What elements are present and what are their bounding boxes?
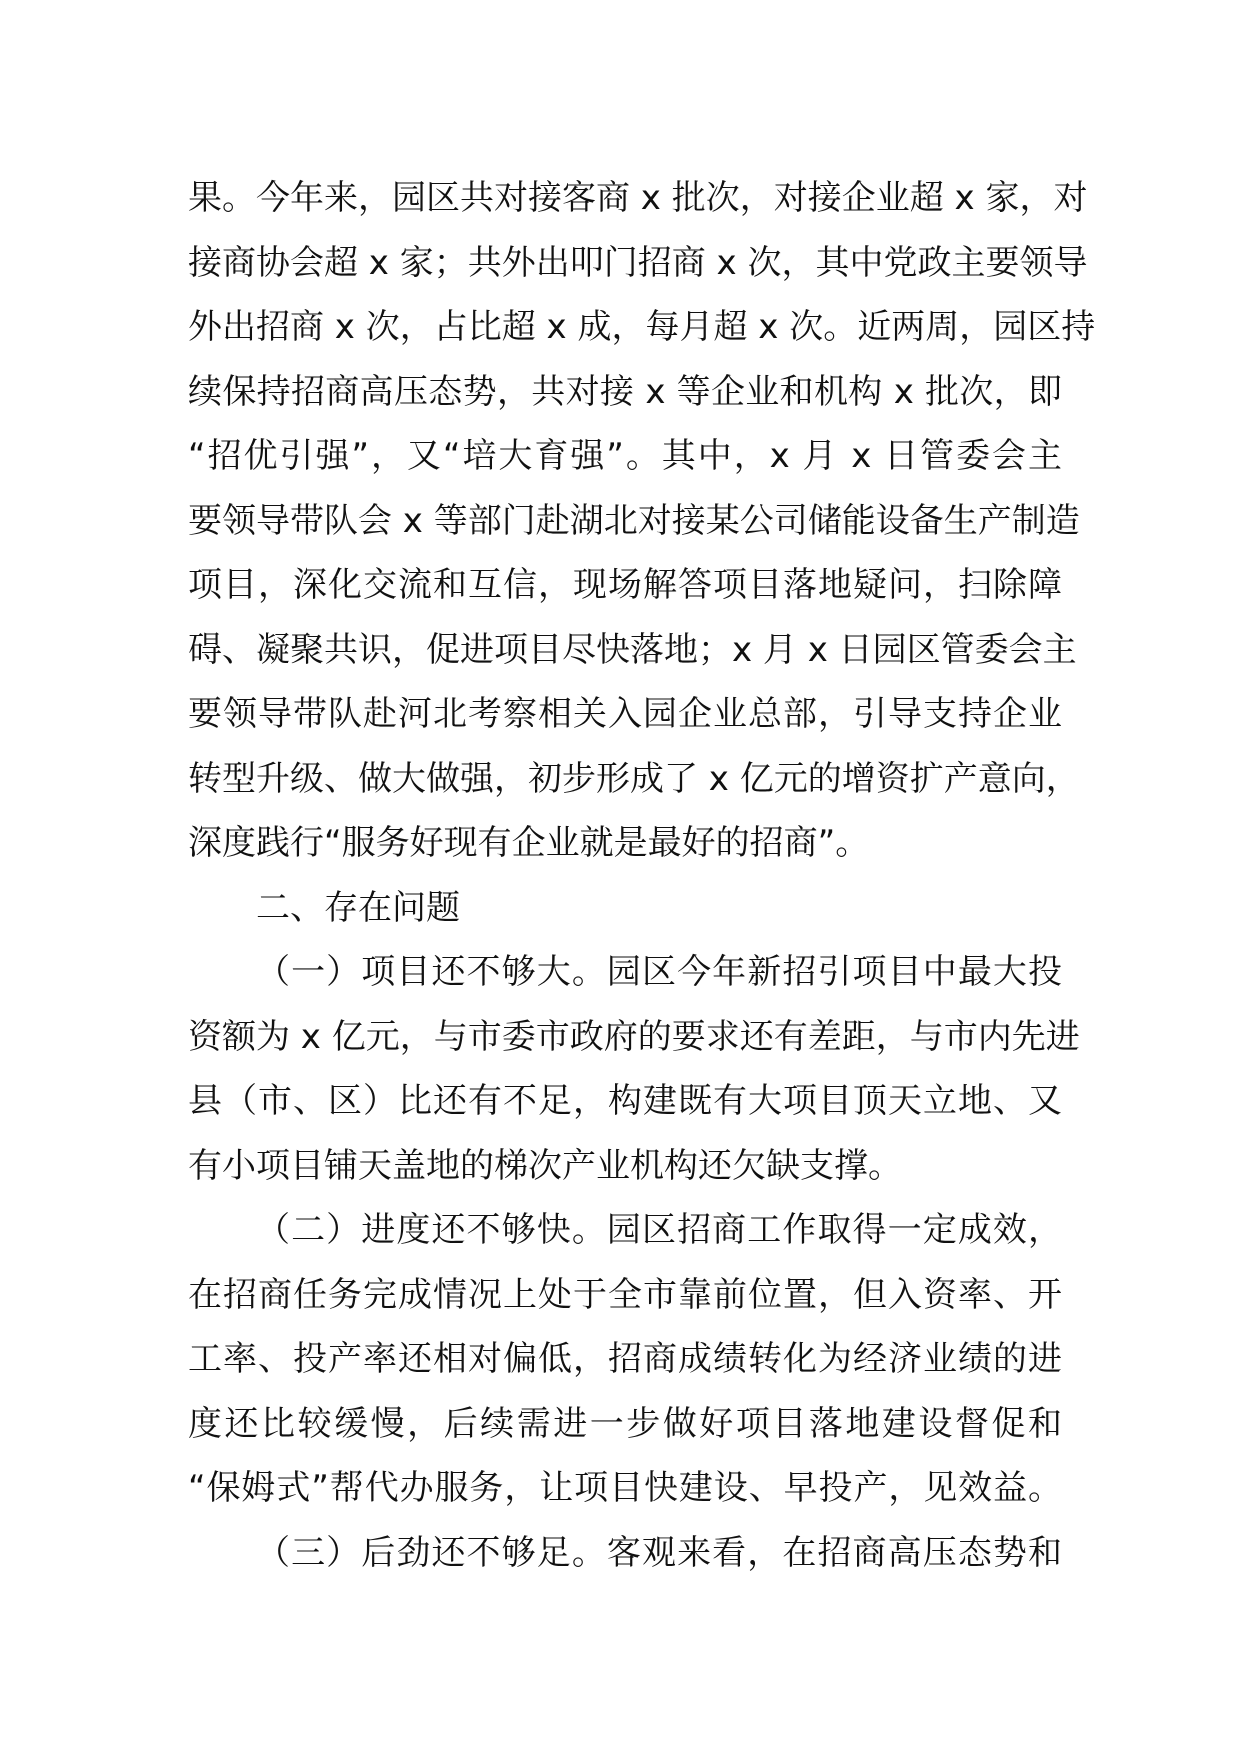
paragraph-line: 深度践行“服务好现有企业就是最好的招商”。 <box>188 823 870 863</box>
paragraph-line: 接商协会超 x 家；共外出叩门招商 x 次，其中党政主要领导 <box>188 242 1088 283</box>
paragraph-line: 果。今年来，园区共对接客商 x 批次，对接企业超 x 家，对 <box>188 178 1088 218</box>
paragraph-line: 有小项目铺天盖地的梯次产业机构还欠缺支撑。 <box>188 1145 902 1186</box>
section-heading: 二、存在问题 <box>256 887 460 928</box>
paragraph-line: “招优引强”，又“培大育强”。其中，x 月 x 日管委会主 <box>188 436 1062 476</box>
paragraph-line: 续保持招商高压态势，共对接 x 等企业和机构 x 批次，即 <box>188 371 1062 412</box>
paragraph-line: （一）项目还不够大。园区今年新招引项目中最大投 <box>256 952 1062 992</box>
paragraph-line: 工率、投产率还相对偏低，招商成绩转化为经济业绩的进 <box>188 1339 1062 1379</box>
paragraph-line: 资额为 x 亿元，与市委市政府的要求还有差距，与市内先进 <box>188 1016 1080 1057</box>
paragraph-line: 项目，深化交流和互信，现场解答项目落地疑问，扫除障 <box>188 565 1062 605</box>
document-body <box>188 166 1096 1585</box>
paragraph-line: 度还比较缓慢，后续需进一步做好项目落地建设督促和 <box>188 1403 1062 1444</box>
paragraph-line: 碍、凝聚共识，促进项目尽快落地；x 月 x 日园区管委会主 <box>188 629 1077 670</box>
paragraph-line: 要领导带队会 x 等部门赴湖北对接某公司储能设备生产制造 <box>188 500 1080 541</box>
paragraph-line: 要领导带队赴河北考察相关入园企业总部，引导支持企业 <box>188 694 1062 734</box>
paragraph-line: 转型升级、做大做强，初步形成了 x 亿元的增资扩产意向， <box>188 758 1080 799</box>
paragraph-line: “保姆式”帮代办服务，让项目快建设、早投产，见效益。 <box>188 1468 1062 1508</box>
paragraph-line: 外出招商 x 次，占比超 x 成，每月超 x 次。近两周，园区持 <box>188 307 1096 347</box>
paragraph-line: 县（市、区）比还有不足，构建既有大项目顶天立地、又 <box>188 1081 1062 1121</box>
paragraph-line: （二）进度还不够快。园区招商工作取得一定成效， <box>256 1210 1062 1250</box>
paragraph-line: （三）后劲还不够足。客观来看，在招商高压态势和 <box>256 1532 1062 1573</box>
paragraph-line: 在招商任务完成情况上处于全市靠前位置，但入资率、开 <box>188 1274 1062 1315</box>
